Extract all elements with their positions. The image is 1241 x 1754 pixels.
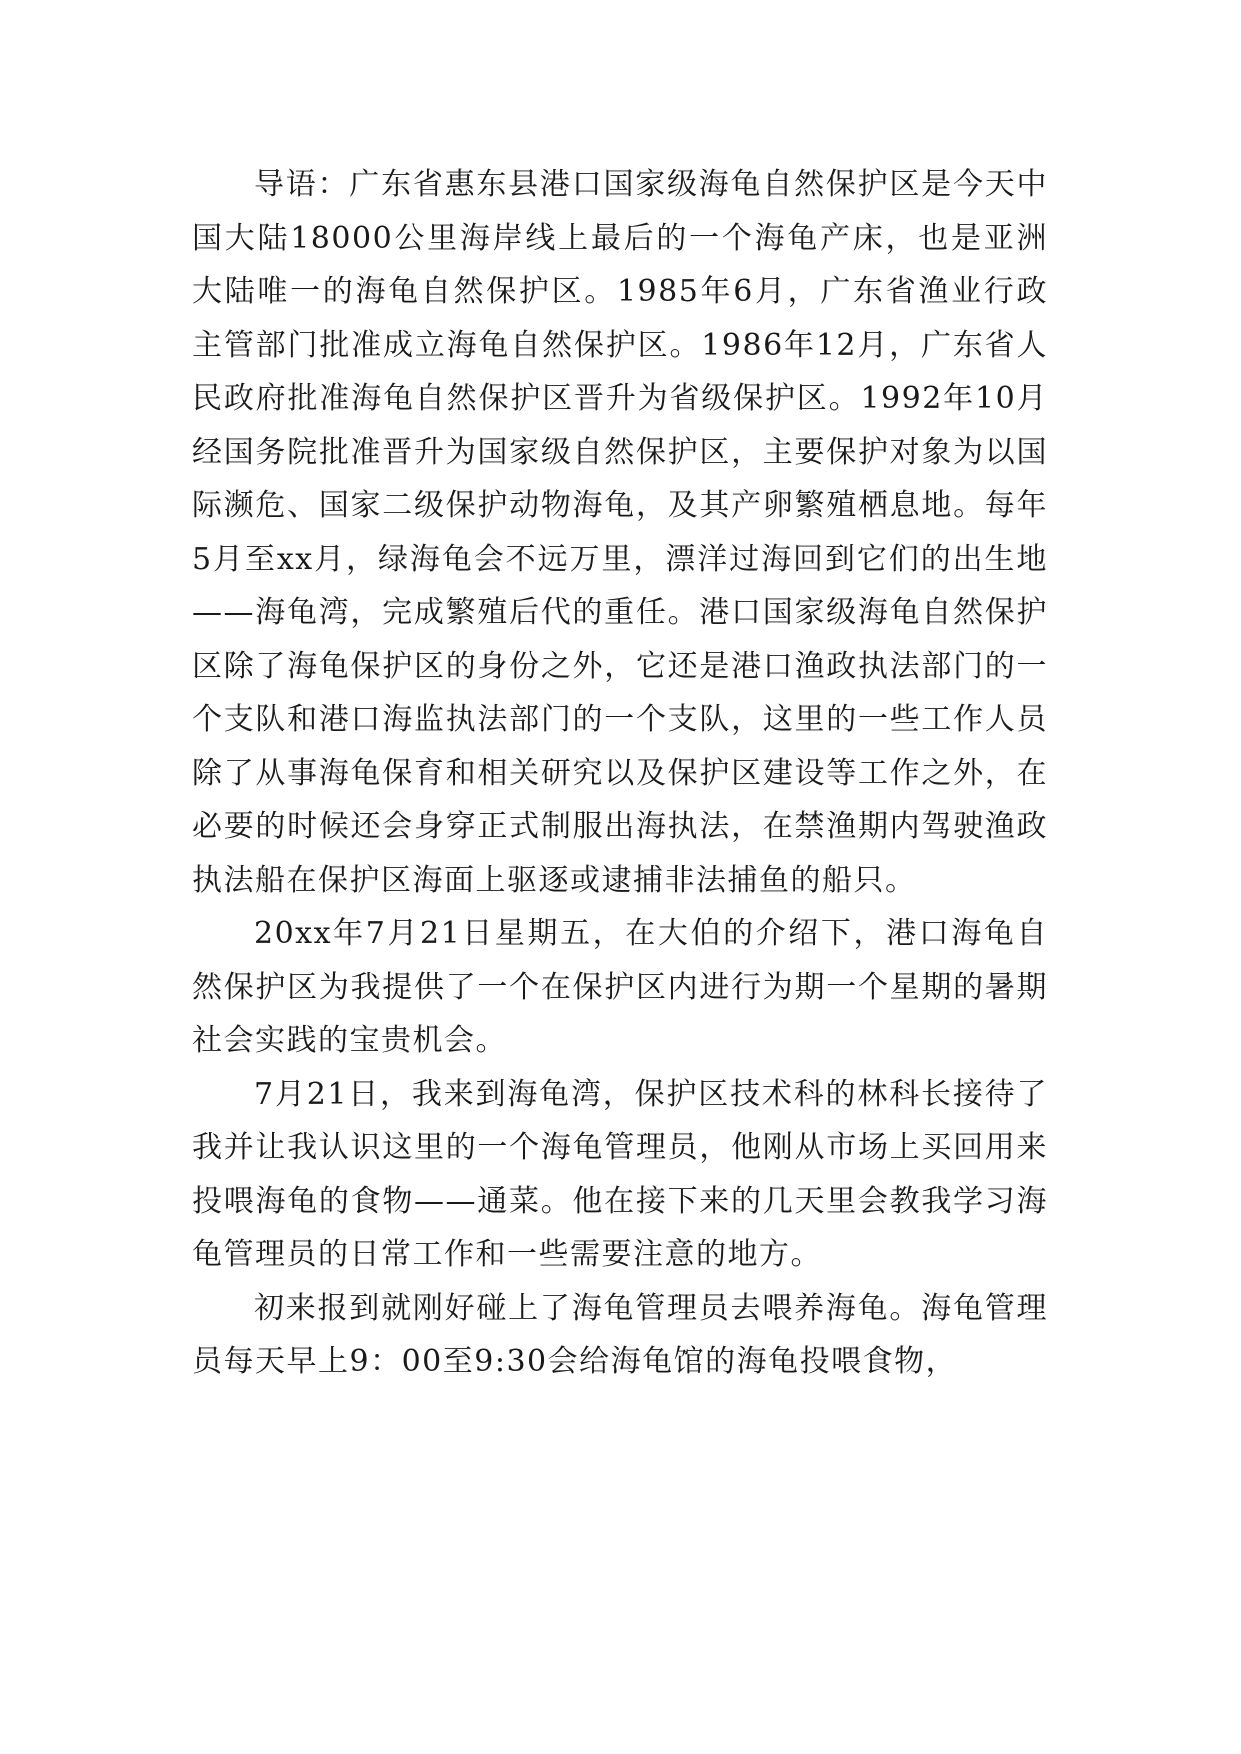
document-body bbox=[192, 158, 1048, 1389]
paragraph-4: 初来报到就刚好碰上了海龟管理员去喂养海龟。海龟管理员每天早上9：00至9:30会给海龟馆的海龟投喂食物， bbox=[192, 1290, 1048, 1379]
paragraph-3: 7月21日，我来到海龟湾，保护区技术科的林科长接待了我并让我认识这里的一个海龟管理员，他刚从市场上买回用来投喂海龟的食物——通菜。他在接下来的几天里会教我学习海龟管理员的日常工作和一些需要注意的地方。 bbox=[192, 1076, 1048, 1272]
paragraph-intro: 导语：广东省惠东县港口国家级海龟自然保护区是今天中国大陆18000公里海岸线上最后的一个海龟产床，也是亚洲大陆唯一的海龟自然保护区。1985年6月，广东省渔业行政主管部门批准成立海龟自然保护区。1986年12月，广东省人民政府批准海龟自然保护区晋升为省级保护区。1992年10月经国务院批准晋升为国家级自然保护区，主要保护对象为以国际濒危、国家二级保护动物海龟，及其产卵繁殖栖息地。每年5月至xx月，绿海龟会不远万里，漂洋过海回到它们的出生地——海龟湾，完成繁殖后代的重任。港口国家级海龟自然保护区除了海龟保护区的身份之外，它还是港口渔政执法部门的一个支队和港口海监执法部门的一个支队，这里的一些工作人员除了从事海龟保育和相关研究以及保护区建设等工作之外，在必要的时候还会身穿正式制服出海执法，在禁渔期内驾驶渔政执法船在保护区海面上驱逐或逮捕非法捕鱼的船只。 bbox=[192, 167, 1048, 898]
paragraph-2: 20xx年7月21日星期五，在大伯的介绍下，港口海龟自然保护区为我提供了一个在保护区内进行为期一个星期的暑期社会实践的宝贵机会。 bbox=[192, 916, 1048, 1058]
